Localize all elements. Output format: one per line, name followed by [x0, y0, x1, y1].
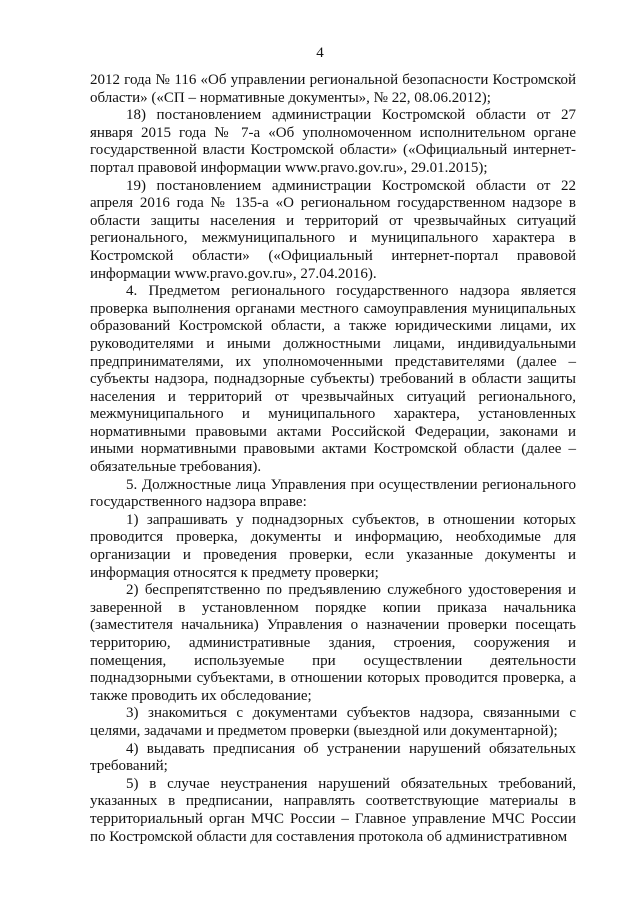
paragraph-right-3: 3) знакомиться с документами субъектов надзора, связанными с целями, задачами и предметом проверки (выездной или документарной);	[90, 705, 576, 739]
paragraph-right-1: 1) запрашивать у поднадзорных субъектов, в отношении которых проводится проверка, документы и информацию, необходимые для организации и проведения проверки, если указанные документы и информация относятся к предмету проверки;	[90, 511, 576, 581]
paragraph-right-5: 5) в случае неустранения нарушений обязательных требований, указанных в предписании, направлять соответствующие материалы в территориальный орган МЧС России – Главное управление МЧС России по Костромской области для составления протокола об административном	[90, 775, 576, 845]
paragraph-continuation: 2012 года № 116 «Об управлении региональной безопасности Костромской области» («СП – нормативные документы», № 22, 08.06.2012);	[90, 72, 576, 106]
paragraph-right-2: 2) беспрепятственно по предъявлению служебного удостоверения и заверенной в установленном порядке копии приказа начальника (заместителя начальника) Управления о назначении проверки посещать территорию, административные здания, строения, сооружения и помещения, используемые при осуществлении деятельности поднадзорными субъектами, в отношении которых проводится проверка, а также проводить их обследование;	[90, 582, 576, 704]
paragraph-item-19: 19) постановлением администрации Костромской области от 22 апреля 2016 года № 135-а «О региональном государственном надзоре в области защиты населения и территорий от чрезвычайных ситуаций регионального, межмуниципального и муниципального характера в Костромской области» («Официальный интернет-портал правовой информации www.pravo.gov.ru», 27.04.2016).	[90, 177, 576, 282]
paragraph-right-4: 4) выдавать предписания об устранении нарушений обязательных требований;	[90, 740, 576, 775]
page-number: 4	[316, 45, 324, 61]
paragraph-item-18: 18) постановлением администрации Костромской области от 27 января 2015 года № 7-а «Об уполномоченном исполнительном органе государственной власти Костромской области» («Официальный интернет-портал правовой информации www.pravo.gov.ru», 29.01.2015);	[90, 107, 576, 176]
document-body	[90, 72, 576, 846]
paragraph-section-4: 4. Предметом регионального государственного надзора является проверка выполнения органами местного самоуправления муниципальных образований Костромской области, а также юридическими лицами, их руководителями и иными должностными лицами, индивидуальными предпринимателями, их уполномоченными представителями (далее – субъекты надзора, поднадзорные субъекты) требований в области защиты населения и территорий от чрезвычайных ситуаций регионального, межмуниципального и муниципального характера, установленных нормативными правовыми актами Российской Федерации, законами и иными нормативными правовыми актами Костромской области (далее – обязательные требования).	[90, 283, 576, 476]
paragraph-section-5: 5. Должностные лица Управления при осуществлении регионального государственного надзора вправе:	[90, 476, 576, 511]
